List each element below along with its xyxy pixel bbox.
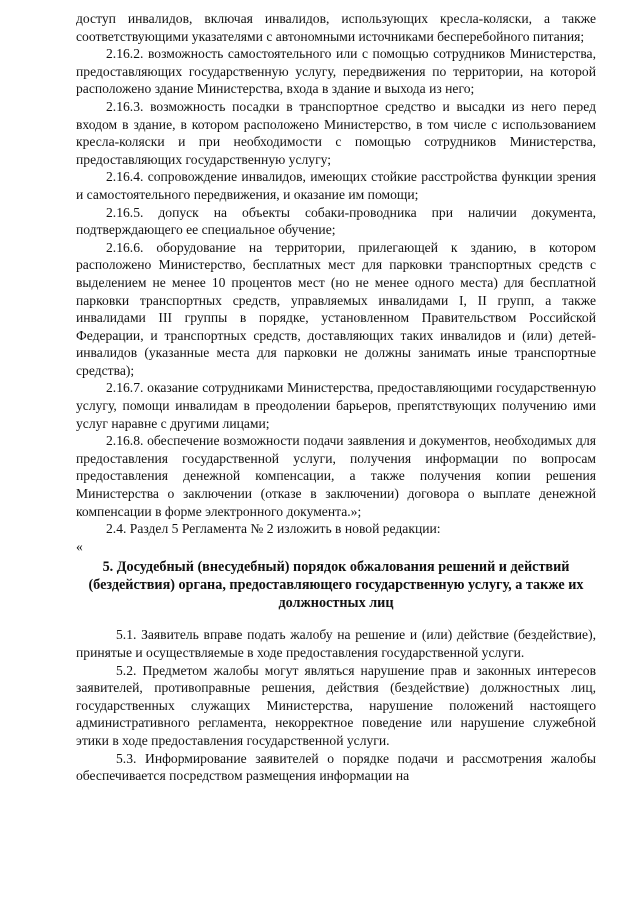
paragraph-2-16-8: 2.16.8. обеспечение возможности подачи заявления и документов, необходимых для предоставления государственной услуги, получения информации по вопросам предоставления денежной компенсации, а также получения копии решения Министерства о заключении (отказе в заключении) договора о выплате денежной компенсации в форме электронного документа.»; — [76, 433, 596, 519]
paragraph-5-1: 5.1. Заявитель вправе подать жалобу на решение и (или) действие (бездействие), принятые и осуществляемые в ходе предоставления государственной услуги. — [76, 627, 596, 661]
paragraph-2-16-4: 2.16.4. сопровождение инвалидов, имеющих стойкие расстройства функции зрения и самостоятельного передвижения, и оказание им помощи; — [76, 169, 596, 202]
paragraph-access-continuation: доступ инвалидов, включая инвалидов, использующих кресла-коляски, а также соответствующими указателями с автономными источниками бесперебойного питания; — [76, 11, 596, 44]
paragraph-2-16-3: 2.16.3. возможность посадки в транспортное средство и высадки из него перед входом в здание, в котором расположено Министерство, в том числе с использованием кресла-коляски и при необходимости с помощью сотрудников Министерства, предоставляющих государственную услугу; — [76, 98, 596, 167]
paragraph-5-2: 5.2. Предметом жалобы могут являться нарушение прав и законных интересов заявителей, противоправные решения, действия (бездействие) должностных лиц, государственных служащих Министерства, нарушение положений настоящего административного регламента, некорректное поведение или нарушение служебной этики в ходе предоставления государственной услуги. — [76, 662, 596, 748]
paragraph-2-16-7: 2.16.7. оказание сотрудниками Министерства, предоставляющими государственную услугу, помощи инвалидам в преодолении барьеров, препятствующих получению ими услуг наравне с другими лицами; — [76, 380, 596, 431]
paragraph-2-16-2: 2.16.2. возможность самостоятельного или с помощью сотрудников Министерства, предоставляющих государственную услугу, передвижения по территории, на которой расположено здание Министерства, входа в здание и выхода из него; — [76, 46, 596, 97]
paragraph-2-16-6: 2.16.6. оборудование на территории, прилегающей к зданию, в котором расположено Министерство, бесплатных мест для парковки транспортных средств с выделением не менее 10 процентов мест (но не менее одного места) для бесплатной парковки транспортных средств, управляемых инвалидами I, II групп, а также инвалидами III группы в порядке, установленном Правительством Российской Федерации, и транспортных средств, доставляющих таких инвалидов и (или) детей-инвалидов (указанные места для парковки не должны занимать иные транспортные средства); — [76, 239, 596, 378]
open-quote-mark: « — [76, 538, 83, 554]
paragraph-2-16-5: 2.16.5. допуск на объекты собаки-проводника при наличии документа, подтверждающего ее специальное обучение; — [76, 204, 596, 238]
paragraph-2-4: 2.4. Раздел 5 Регламента № 2 изложить в новой редакции: — [106, 521, 441, 537]
paragraph-5-3: 5.3. Информирование заявителей о порядке подачи и рассмотрения жалобы обеспечивается посредством размещения информации на — [76, 750, 596, 784]
section-heading: 5. Досудебный (внесудебный) порядок обжалования решений и действий (бездействия) органа, предоставляющего государственную услугу, а также их должностных лиц — [88, 558, 584, 612]
section-gap — [76, 612, 596, 626]
document-page — [76, 10, 596, 785]
